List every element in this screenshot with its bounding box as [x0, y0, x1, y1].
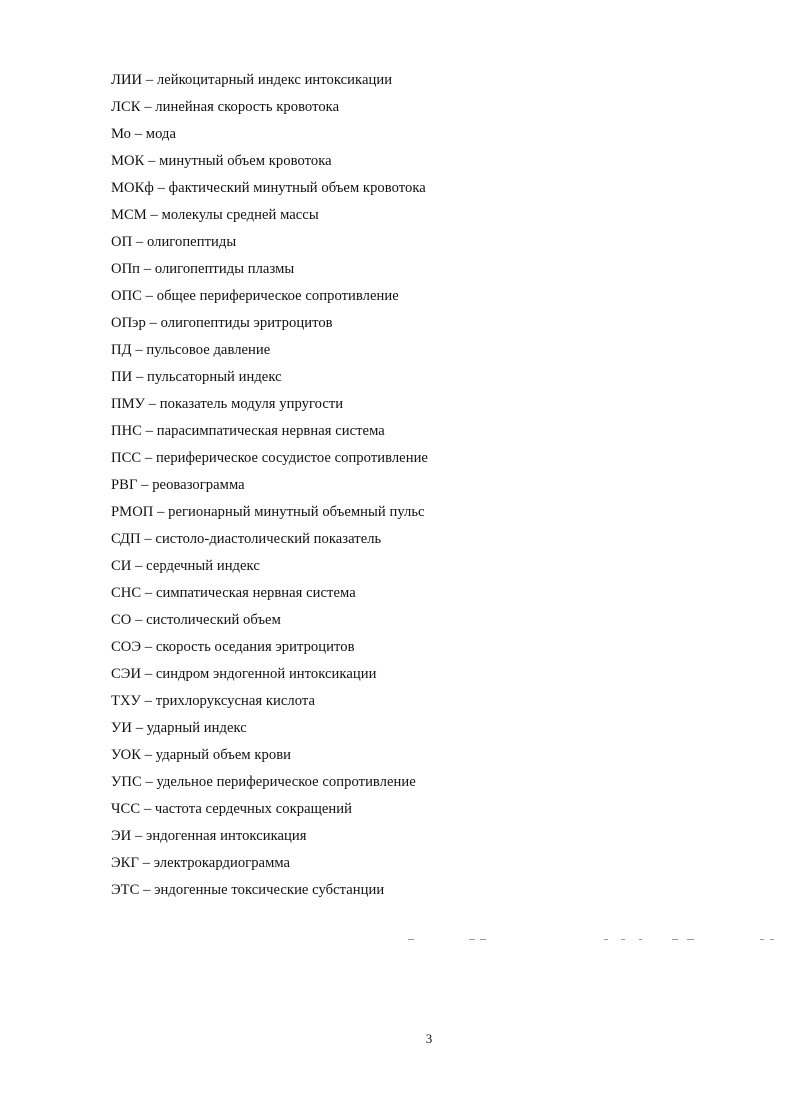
abbreviation-dash: –	[135, 720, 144, 736]
abbreviation-dash: –	[148, 396, 157, 412]
abbreviation-dash: –	[145, 423, 154, 439]
abbreviation-entry	[111, 581, 428, 608]
abbreviation-definition: пульсовое давление	[146, 342, 271, 358]
abbreviation-dash: –	[141, 477, 149, 493]
abbreviation-dash: –	[135, 342, 143, 358]
abbreviation-definition: сердечный индекс	[146, 558, 260, 574]
abbreviation-term: ТХУ	[111, 693, 141, 709]
abbreviation-definition: ударный объем крови	[155, 747, 292, 763]
abbreviation-dash: –	[143, 882, 151, 898]
abbreviation-definition: эндогенные токсические субстанции	[154, 882, 385, 898]
abbreviation-term: СИ	[111, 558, 132, 574]
abbreviation-term: МСМ	[111, 207, 147, 223]
abbreviation-term: Мо	[111, 126, 132, 142]
page-number: 3	[425, 1031, 433, 1046]
abbreviation-entry	[111, 122, 428, 149]
abbreviation-entry	[111, 500, 428, 527]
abbreviation-definition: мода	[145, 126, 176, 142]
abbreviation-dash: –	[145, 774, 153, 790]
abbreviation-definition: трихлоруксусная кислота	[155, 693, 316, 709]
abbreviation-entry	[111, 230, 428, 257]
abbreviation-term: ПСС	[111, 450, 142, 466]
abbreviation-entry	[111, 311, 428, 338]
abbreviation-term: ОПэр	[111, 315, 146, 331]
abbreviation-definition: синдром эндогенной интоксикации	[155, 666, 377, 682]
abbreviation-dash: –	[144, 747, 153, 763]
abbreviation-dash: –	[134, 126, 143, 142]
abbreviation-dash: –	[135, 234, 144, 250]
abbreviation-entry	[111, 716, 428, 743]
abbreviation-entry	[111, 392, 428, 419]
abbreviation-definition: пульсаторный индекс	[146, 369, 282, 385]
abbreviation-entry	[111, 176, 428, 203]
abbreviation-entry	[111, 95, 428, 122]
abbreviation-term: ПНС	[111, 423, 142, 439]
abbreviation-entry	[111, 149, 428, 176]
abbreviation-dash: –	[134, 828, 143, 844]
abbreviation-term: ПД	[111, 342, 132, 358]
abbreviation-dash: –	[157, 180, 165, 196]
abbreviation-dash: –	[145, 72, 154, 88]
abbreviation-entry	[111, 554, 428, 581]
abbreviation-term: УОК	[111, 747, 142, 763]
abbreviation-definition: общее периферическое сопротивление	[156, 288, 399, 304]
abbreviation-term: ПИ	[111, 369, 133, 385]
abbreviation-entry	[111, 527, 428, 554]
abbreviation-list	[111, 68, 428, 905]
abbreviation-dash: –	[144, 693, 152, 709]
abbreviation-definition: молекулы средней массы	[161, 207, 319, 223]
abbreviation-definition: ударный индекс	[146, 720, 247, 736]
abbreviation-definition: систолический объем	[146, 612, 281, 628]
abbreviation-entry	[111, 824, 428, 851]
abbreviation-term: СОЭ	[111, 639, 142, 655]
abbreviation-dash: –	[144, 639, 153, 655]
abbreviation-dash: –	[144, 450, 153, 466]
abbreviation-term: ОПС	[111, 288, 142, 304]
abbreviation-dash: –	[157, 504, 165, 520]
abbreviation-term: ЭИ	[111, 828, 132, 844]
abbreviation-dash: –	[144, 666, 153, 682]
abbreviation-entry	[111, 473, 428, 500]
abbreviation-term: ЭТС	[111, 882, 140, 898]
abbreviation-entry	[111, 284, 428, 311]
abbreviation-entry	[111, 446, 428, 473]
abbreviation-definition: регионарный минутный объемный пульс	[168, 504, 425, 520]
abbreviation-definition: парасимпатическая нервная система	[156, 423, 385, 439]
abbreviation-dash: –	[143, 261, 152, 277]
abbreviation-term: СНС	[111, 585, 142, 601]
abbreviation-term: ОПп	[111, 261, 141, 277]
abbreviation-entry	[111, 203, 428, 230]
abbreviation-term: РВГ	[111, 477, 138, 493]
abbreviation-dash: –	[142, 855, 151, 871]
abbreviation-term: УИ	[111, 720, 132, 736]
abbreviation-definition: показатель модуля упругости	[159, 396, 344, 412]
abbreviation-entry	[111, 257, 428, 284]
abbreviation-term: УПС	[111, 774, 142, 790]
abbreviation-dash: –	[150, 207, 158, 223]
abbreviation-definition: олигопептиды	[146, 234, 237, 250]
abbreviation-entry	[111, 743, 428, 770]
scan-artifact-line	[0, 936, 795, 942]
abbreviation-entry	[111, 689, 428, 716]
abbreviation-dash: –	[144, 99, 152, 115]
abbreviation-definition: симпатическая нервная система	[155, 585, 356, 601]
abbreviation-definition: реовазограмма	[152, 477, 245, 493]
abbreviation-term: ЛСК	[111, 99, 141, 115]
abbreviation-definition: эндогенная интоксикация	[146, 828, 307, 844]
abbreviation-dash: –	[135, 612, 143, 628]
abbreviation-term: МОК	[111, 153, 145, 169]
abbreviation-dash: –	[148, 153, 156, 169]
abbreviation-definition: минутный объем кровотока	[159, 153, 332, 169]
abbreviation-dash: –	[149, 315, 157, 331]
abbreviation-term: РМОП	[111, 504, 154, 520]
abbreviation-term: ОП	[111, 234, 133, 250]
abbreviation-dash: –	[144, 585, 153, 601]
abbreviation-entry	[111, 662, 428, 689]
abbreviation-definition: олигопептиды эритроцитов	[160, 315, 333, 331]
abbreviation-definition: олигопептиды плазмы	[154, 261, 295, 277]
abbreviation-definition: линейная скорость кровотока	[155, 99, 340, 115]
abbreviation-term: ЛИИ	[111, 72, 143, 88]
abbreviation-entry	[111, 878, 428, 905]
abbreviation-entry	[111, 797, 428, 824]
abbreviation-entry	[111, 68, 428, 95]
abbreviation-entry	[111, 365, 428, 392]
abbreviation-term: СЭИ	[111, 666, 142, 682]
abbreviation-definition: удельное периферическое сопротивление	[156, 774, 416, 790]
abbreviation-dash: –	[144, 531, 152, 547]
abbreviation-term: СДП	[111, 531, 141, 547]
abbreviation-dash: –	[135, 369, 144, 385]
abbreviation-entry	[111, 770, 428, 797]
abbreviation-dash: –	[145, 288, 154, 304]
abbreviation-term: ЧСС	[111, 801, 141, 817]
abbreviation-term: ПМУ	[111, 396, 145, 412]
abbreviation-entry	[111, 635, 428, 662]
abbreviation-definition: фактический минутный объем кровотока	[168, 180, 426, 196]
abbreviation-entry	[111, 608, 428, 635]
abbreviation-entry	[111, 419, 428, 446]
abbreviation-entry	[111, 851, 428, 878]
abbreviation-term: СО	[111, 612, 132, 628]
abbreviation-entry	[111, 338, 428, 365]
abbreviation-definition: электрокардиограмма	[153, 855, 291, 871]
abbreviation-definition: частота сердечных сокращений	[154, 801, 353, 817]
abbreviation-dash: –	[143, 801, 152, 817]
abbreviation-definition: систоло-диастолический показатель	[155, 531, 382, 547]
abbreviation-definition: скорость оседания эритроцитов	[155, 639, 355, 655]
abbreviation-term: ЭКГ	[111, 855, 139, 871]
abbreviation-definition: лейкоцитарный индекс интоксикации	[156, 72, 393, 88]
abbreviation-term: МОКф	[111, 180, 154, 196]
abbreviation-dash: –	[135, 558, 143, 574]
abbreviation-definition: периферическое сосудистое сопротивление	[155, 450, 428, 466]
